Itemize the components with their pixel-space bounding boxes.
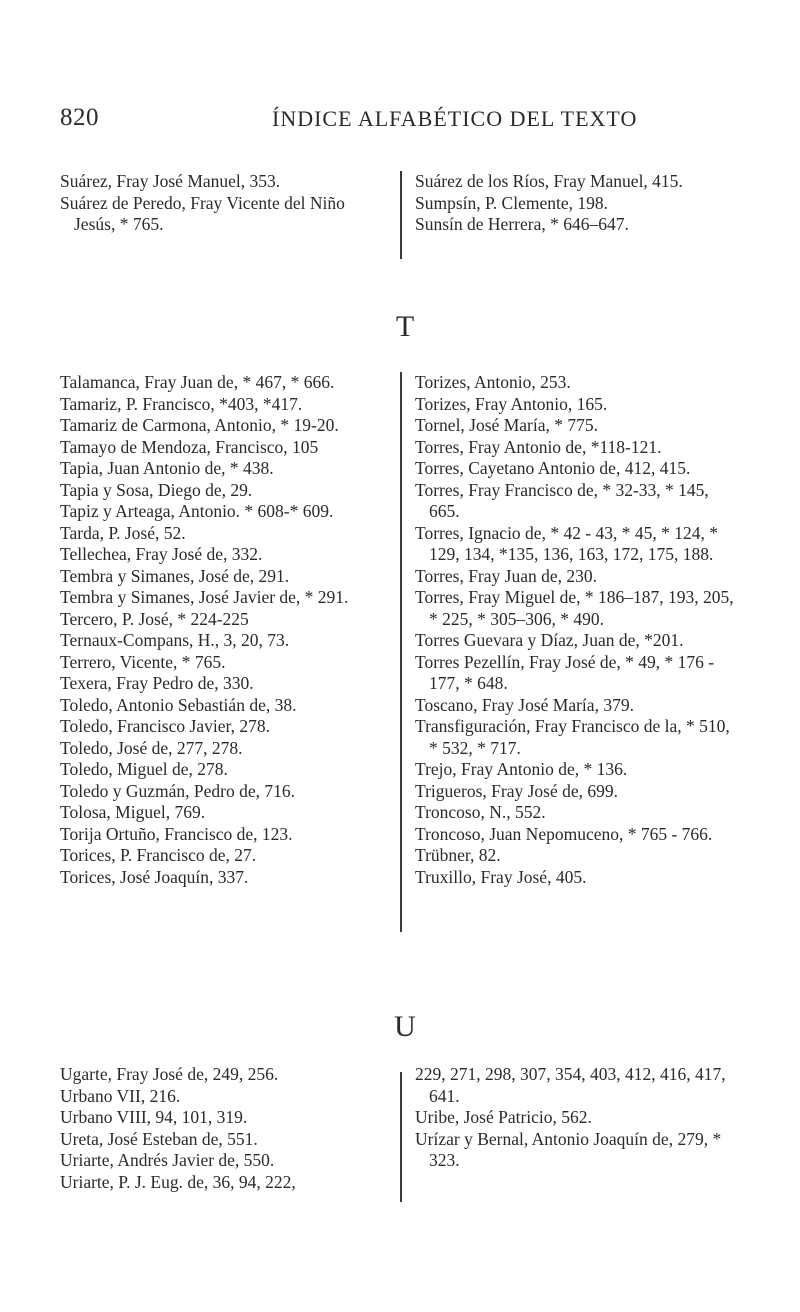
index-entry: Troncoso, Juan Nepomuceno, * 765 - 766. (415, 823, 713, 844)
index-entry: Terrero, Vicente, * 765. (60, 651, 226, 672)
index-entry: Tapia y Sosa, Diego de, 29. (60, 479, 253, 500)
index-entry: Toledo, Antonio Sebastián de, 38. (60, 694, 297, 715)
two-column-list (60, 372, 750, 932)
index-entry: Torizes, Fray Antonio, 165. (415, 393, 608, 414)
index-entry: Torres, Fray Miguel de, * 186–187, 193, 205, * 225, * 305–306, * 490. (415, 587, 734, 629)
index-entry: Ugarte, Fray José de, 249, 256. (60, 1064, 279, 1084)
index-entry: Torres Pezellín, Fray José de, * 49, * 176 - 177, * 648. (415, 651, 715, 693)
index-entry: Torres, Fray Antonio de, *118-121. (415, 436, 662, 457)
index-entry: Trejo, Fray Antonio de, * 136. (415, 759, 628, 779)
index-entry: Torres, Cayetano Antonio de, 412, 415. (415, 458, 691, 478)
index-entry: Sunsín de Herrera, * 646–647. (415, 214, 629, 234)
index-entry: Toledo, Francisco Javier, 278. (60, 716, 270, 736)
right-column (415, 372, 740, 888)
page-number: 820 (60, 104, 99, 131)
index-section-s (60, 171, 750, 261)
index-entry: Tembra y Simanes, José de, 291. (60, 565, 290, 586)
running-title: ÍNDICE ALFABÉTICO DEL TEXTO (272, 106, 638, 131)
index-entry: Toledo y Guzmán, Pedro de, 716. (60, 780, 295, 801)
column-divider (400, 171, 402, 259)
index-entry: Transfiguración, Fray Francisco de la, * 510, * 532, * 717. (415, 716, 730, 758)
index-entry: Tarda, P. José, 52. (60, 522, 186, 543)
index-entry: Torres, Ignacio de, * 42 - 43, * 45, * 124, * 129, 134, *135, 136, 163, 172, 175, 188. (415, 522, 719, 564)
index-entry: Tamariz, P. Francisco, *403, *417. (60, 393, 303, 414)
index-entry: Toledo, Miguel de, 278. (60, 759, 228, 779)
index-entry: Tercero, P. José, * 224-225 (60, 608, 249, 629)
left-column (60, 171, 385, 236)
index-entry: Sumpsín, P. Clemente, 198. (415, 192, 608, 213)
right-column (415, 1064, 740, 1172)
index-entry: Tapiz y Arteaga, Antonio. * 608-* 609. (60, 501, 334, 521)
index-entry: Torres, Fray Francisco de, * 32-33, * 145, 665. (415, 479, 709, 521)
right-column (415, 171, 740, 236)
index-entry: Torres Guevara y Díaz, Juan de, *201. (415, 630, 684, 650)
index-entry: Torija Ortuño, Francisco de, 123. (60, 823, 293, 844)
index-entry: Talamanca, Fray Juan de, * 467, * 666. (60, 372, 335, 392)
index-entry: Torices, P. Francisco de, 27. (60, 845, 257, 865)
index-entry: Tamariz de Carmona, Antonio, * 19-20. (60, 415, 339, 435)
index-entry: Torizes, Antonio, 253. (415, 372, 571, 392)
index-entry: Suárez de los Ríos, Fray Manuel, 415. (415, 171, 683, 191)
index-entry: Tembra y Simanes, José Javier de, * 291. (60, 587, 349, 607)
left-column (60, 1064, 385, 1193)
index-entry: Urízar y Bernal, Antonio Joaquín de, 279, * 323. (415, 1128, 722, 1170)
index-entry: Truxillo, Fray José, 405. (415, 866, 587, 887)
index-entry: Urbano VII, 216. (60, 1085, 181, 1106)
two-column-list (60, 171, 750, 261)
index-section-t (60, 372, 750, 932)
index-entry: Tellechea, Fray José de, 332. (60, 544, 263, 564)
index-entry: Trübner, 82. (415, 845, 501, 865)
two-column-list (60, 1064, 750, 1204)
index-entry: Suárez, Fray José Manuel, 353. (60, 171, 281, 191)
letter-heading: U (394, 1010, 416, 1043)
index-entry: Tornel, José María, * 775. (415, 415, 598, 435)
index-section-u (60, 1064, 750, 1204)
index-entry: Trigueros, Fray José de, 699. (415, 780, 619, 801)
index-entry: Uriarte, P. J. Eug. de, 36, 94, 222, (60, 1171, 296, 1192)
index-entry: Tapia, Juan Antonio de, * 438. (60, 458, 274, 478)
index-entry: Toscano, Fray José María, 379. (415, 694, 634, 715)
letter-heading: T (395, 310, 415, 343)
index-entry: Toledo, José de, 277, 278. (60, 737, 243, 758)
index-entry: Texera, Fray Pedro de, 330. (60, 673, 254, 693)
index-entry: Ureta, José Esteban de, 551. (60, 1128, 258, 1149)
column-divider (400, 1072, 402, 1202)
index-entry: 229, 271, 298, 307, 354, 403, 412, 416, 417, 641. (415, 1064, 726, 1106)
index-entry: Suárez de Peredo, Fray Vicente del Niño Jesús, * 765. (60, 192, 345, 234)
index-entry: Ternaux-Compans, H., 3, 20, 73. (60, 630, 290, 650)
index-entry: Torres, Fray Juan de, 230. (415, 565, 597, 586)
column-divider (400, 372, 402, 932)
index-entry: Tamayo de Mendoza, Francisco, 105 (60, 436, 319, 457)
index-entry: Tolosa, Miguel, 769. (60, 802, 206, 822)
index-entry: Uribe, José Patricio, 562. (415, 1107, 592, 1127)
index-entry: Urbano VIII, 94, 101, 319. (60, 1107, 248, 1127)
index-entry: Uriarte, Andrés Javier de, 550. (60, 1150, 275, 1170)
index-entry: Torices, José Joaquín, 337. (60, 866, 249, 887)
left-column (60, 372, 385, 888)
page-header (0, 104, 800, 134)
index-entry: Troncoso, N., 552. (415, 802, 546, 822)
